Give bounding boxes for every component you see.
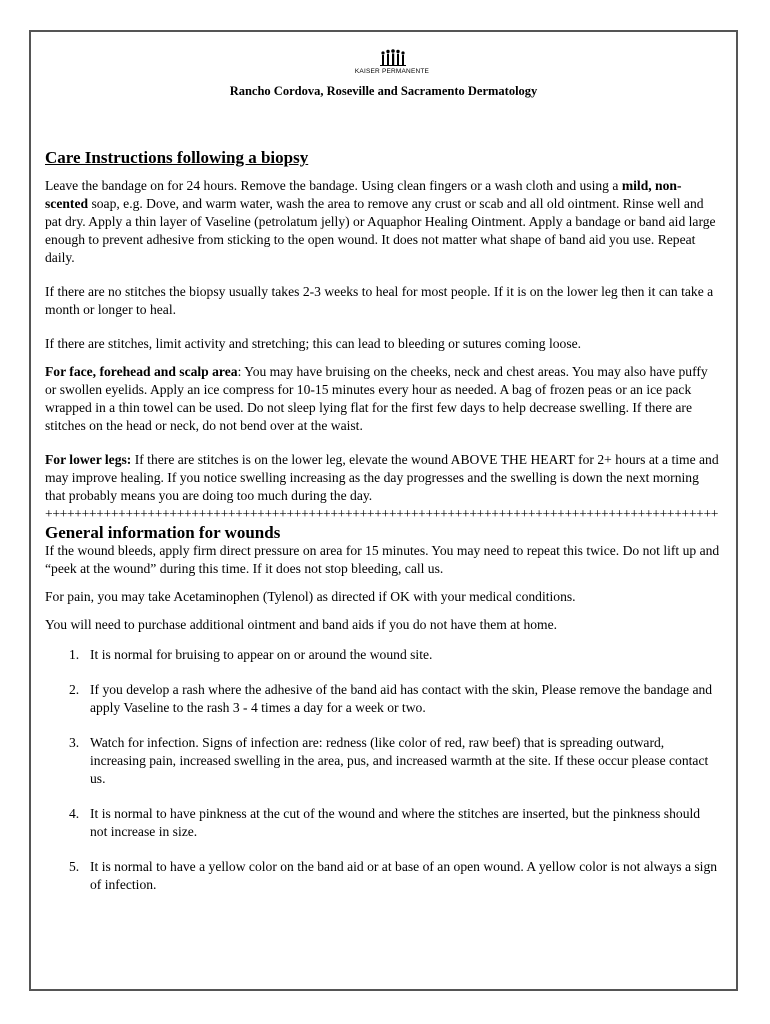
document-content (45, 148, 720, 894)
list-item: 3. Watch for infection. Signs of infection are: redness (like color of red, raw beef) that is spreading outward, increasing pain, increased swelling in the area, pus, and increased warmth at the site. If these occur please contact us. (69, 735, 709, 786)
kaiser-permanente-logo-icon (377, 48, 407, 68)
plus-separator: ++++++++++++++++++++++++++++++++++++++++++++++++++++++++++++++++++++++++++++++++++++++++++++ (45, 506, 719, 521)
lower-legs-label: For lower legs: (45, 452, 132, 467)
general-paragraph-pain: For pain, you may take Acetaminophen (Tylenol) as directed if OK with your medical conditions. (45, 589, 576, 604)
care-paragraph-stitches: If there are stitches, limit activity and stretching; this can lead to bleeding or sutures coming loose. (45, 336, 582, 351)
list-item: 4. It is normal to have pinkness at the cut of the wound and where the stitches are inserted, but the pinkness should not increase in size. (69, 806, 701, 839)
kaiser-permanente-logo (337, 48, 447, 75)
care-paragraph-bandage: Leave the bandage on for 24 hours. Remove the bandage. Using clean fingers or a wash cloth and using a mild, non- scented soap, e.g. Dove, and warm water, wash the area to remove any crust or scab and all old ointment. Rinse well and pat dry. Apply a thin layer of Vaseline (petrolatum jelly) or Aquaphor Healing Ointment. Apply a bandage or band aid large enough to prevent adhesive from sticking to the open wound. It does not matter what shape of band aid you use. Repeat daily. (45, 178, 716, 265)
list-item: 5. It is normal to have a yellow color on the band aid or at base of an open wound. A yellow color is not always a sign of infection. (69, 859, 718, 892)
list-item: 1. It is normal for bruising to appear on or around the wound site. (69, 647, 433, 662)
organization-name: Rancho Cordova, Roseville and Sacramento Dermatology (229, 84, 538, 98)
wound-care-list (45, 646, 720, 894)
mild-soap-emphasis: mild, non- scented (45, 178, 682, 211)
care-paragraph-face: For face, forehead and scalp area: You may have bruising on the cheeks, neck and chest areas. You may also have puffy or swollen eyelids. Apply an ice compress for 10-15 minutes every hour as needed. A bag of frozen peas or an ice pack wrapped in a thin towel can be used. Do not sleep lying flat for the first few days to help decrease swelling. If there are stitches on the head or neck, do not bend over at the waist. (45, 364, 708, 433)
general-paragraph-bleeding: If the wound bleeds, apply firm direct pressure on area for 15 minutes. You may need to repeat this twice. Do not lift up and “peek at the wound” during this time. If it does not stop bleeding, call us. (45, 543, 720, 576)
list-item: 2. If you develop a rash where the adhesive of the band aid has contact with the skin, Please remove the bandage and apply Vaseline to the rash 3 - 4 times a day for a week or two. (69, 682, 713, 715)
general-paragraph-supplies: You will need to purchase additional ointment and band aids if you do not have them at home. (45, 617, 558, 632)
general-information-heading: General information for wounds (45, 523, 281, 542)
care-paragraph-no-stitches: If there are no stitches the biopsy usually takes 2-3 weeks to heal for most people. If it is on the lower leg then it can take a month or longer to heal. (45, 284, 714, 317)
care-instructions-heading: Care Instructions following a biopsy (45, 148, 309, 167)
face-area-label: For face, forehead and scalp area (45, 364, 238, 379)
document-page (29, 30, 738, 991)
logo-text: KAISER PERMANENTE (354, 68, 430, 75)
care-paragraph-legs: For lower legs: If there are stitches is on the lower leg, elevate the wound ABOVE THE HEART for 2+ hours at a time and may improve healing. If you notice swelling increasing as the day progresses and the swelling is down the next morning that probably means you are doing too much during the day. (45, 452, 719, 503)
